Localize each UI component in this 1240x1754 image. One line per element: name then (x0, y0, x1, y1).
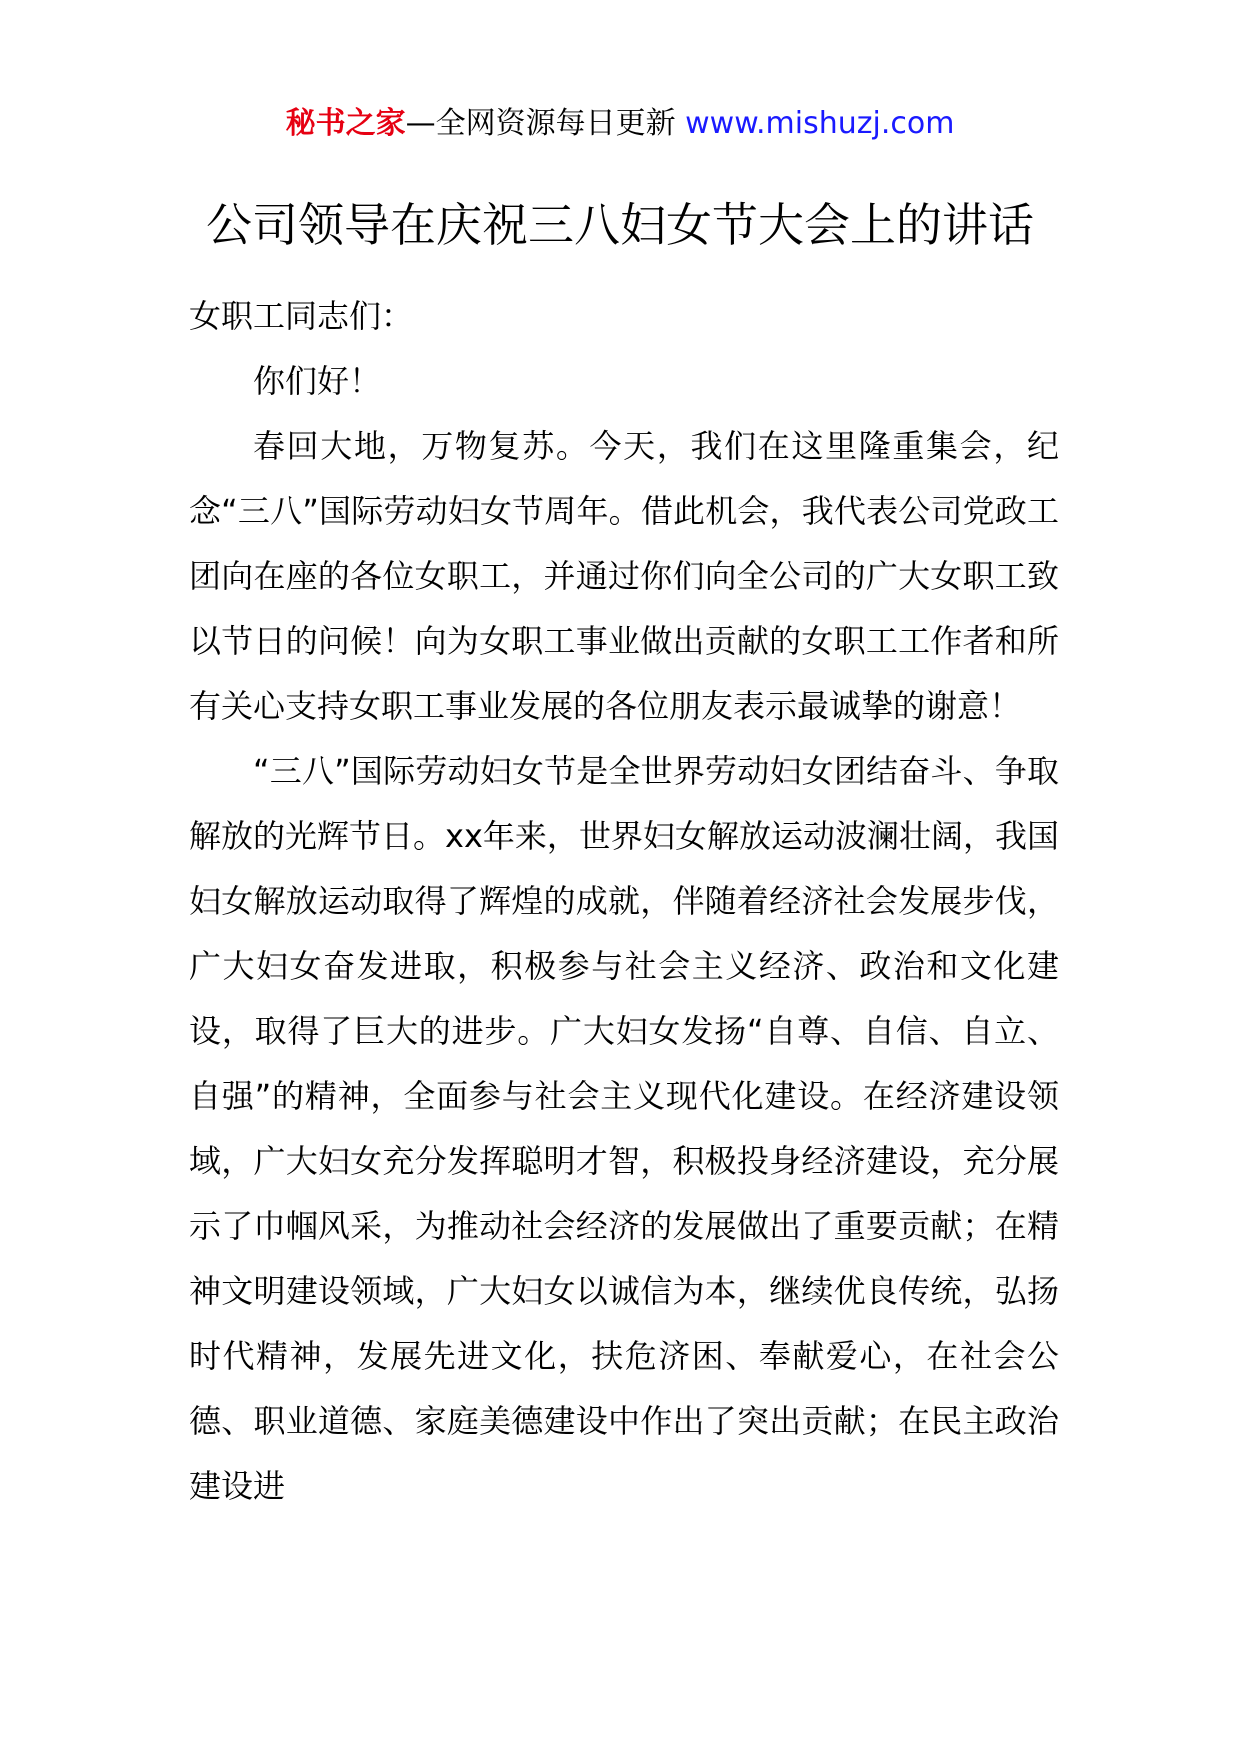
site-header (0, 100, 1240, 148)
document-body (189, 284, 1059, 1519)
paragraph: 春回大地，万物复苏。今天，我们在这里隆重集会，纪念“三八”国际劳动妇女节周年。借此机会，我代表公司党政工团向在座的各位女职工，并通过你们向全公司的广大女职工致以节日的问候！向为女职工事业做出贡献的女职工工作者和所有关心支持女职工事业发展的各位朋友表示最诚挚的谢意！ (189, 427, 1059, 725)
document-title: 公司领导在庆祝三八妇女节大会上的讲话 (206, 198, 1034, 252)
brand-name: 秘书之家 (285, 106, 406, 141)
salutation: 女职工同志们： (189, 297, 414, 335)
site-url-link[interactable]: www.mishuzj.com (685, 106, 955, 141)
header-tagline: —全网资源每日更新 (405, 106, 676, 141)
paragraph: 你们好！ (253, 362, 382, 400)
paragraph: “三八”国际劳动妇女节是全世界劳动妇女团结奋斗、争取解放的光辉节日。xx年来，世界妇女解放运动波澜壮阔，我国妇女解放运动取得了辉煌的成就，伴随着经济社会发展步伐，广大妇女奋发进取，积极参与社会主义经济、政治和文化建设，取得了巨大的进步。广大妇女发扬“自尊、自信、自立、自强”的精神，全面参与社会主义现代化建设。在经济建设领域，广大妇女充分发挥聪明才智，积极投身经济建设，充分展示了巾帼风采，为推动社会经济的发展做出了重要贡献；在精神文明建设领域，广大妇女以诚信为本，继续优良传统，弘扬时代精神，发展先进文化，扶危济困、奉献爱心，在社会公德、职业道德、家庭美德建设中作出了突出贡献；在民主政治建设进 (189, 752, 1059, 1505)
